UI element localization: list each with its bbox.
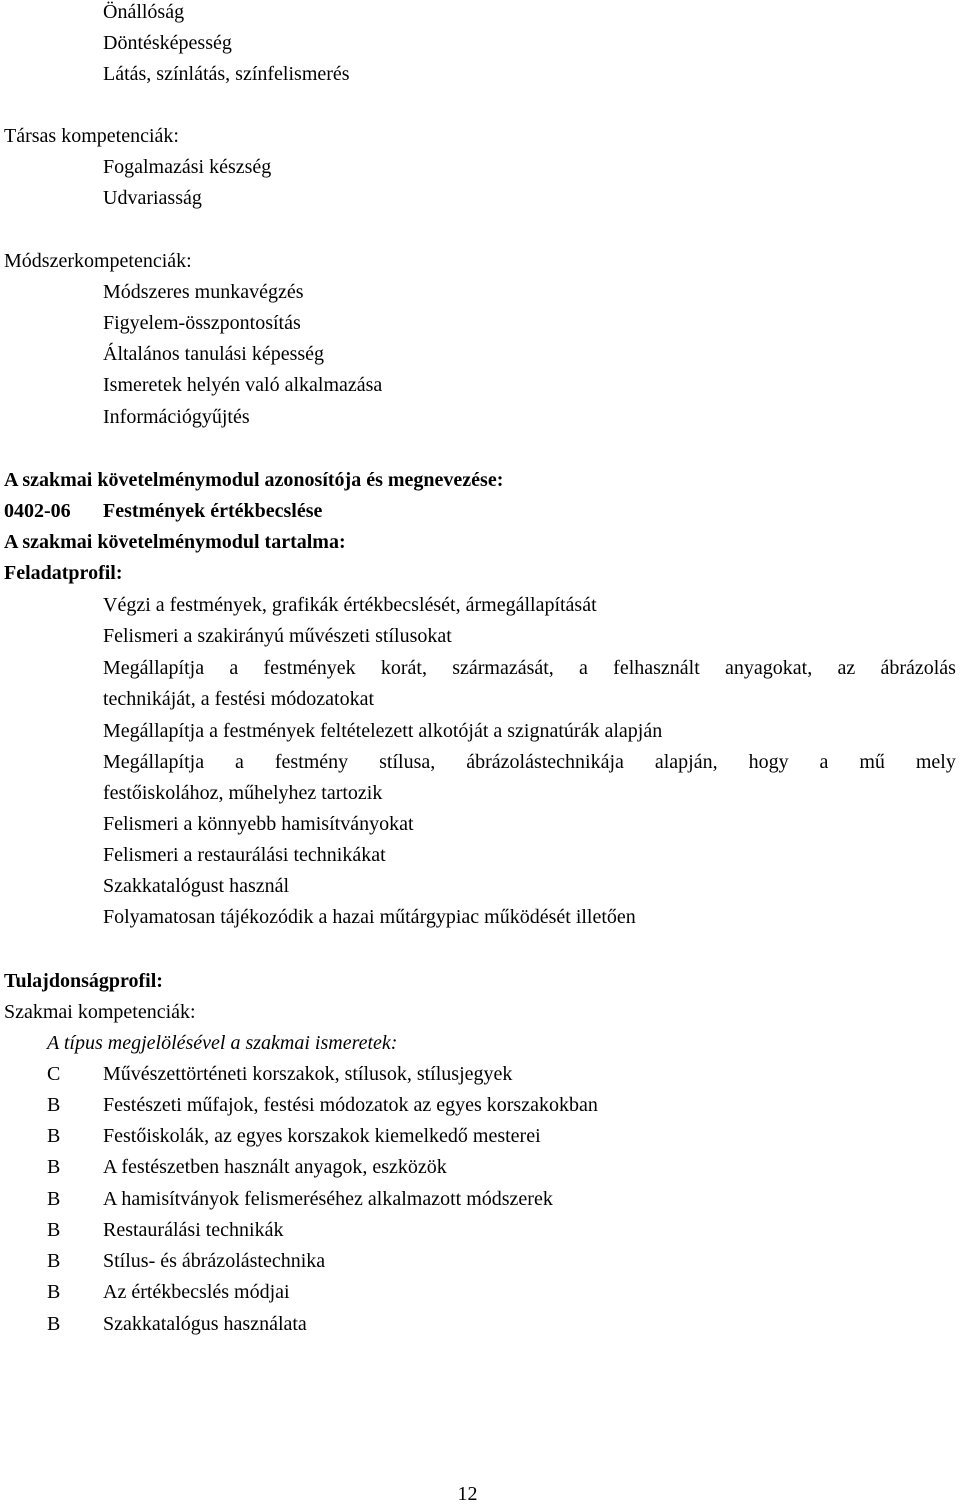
social-competences-heading: Társas kompetenciák:: [4, 125, 179, 147]
list-item: Udvariasság: [103, 187, 202, 209]
word: korát,: [380, 657, 427, 679]
word: mű: [859, 751, 885, 773]
task-item: Felismeri a szakirányú művészeti stílusokat: [103, 625, 452, 647]
module-content-heading: A szakmai követelménymodul tartalma:: [4, 531, 346, 553]
word: a: [579, 657, 588, 679]
knowledge-item: Szakkatalógus használata: [103, 1313, 307, 1335]
task-item: Szakkatalógust használ: [103, 875, 290, 897]
list-item: Önállóság: [103, 1, 185, 23]
knowledge-item: Restaurálási technikák: [103, 1219, 284, 1241]
word: Megállapítja: [103, 657, 205, 679]
grade-label: C: [47, 1063, 61, 1085]
word: a: [235, 751, 244, 773]
task-item: Folyamatosan tájékozódik a hazai műtárgypiac működését illetően: [103, 906, 636, 928]
word: ábrázolástechnikája: [466, 751, 624, 773]
knowledge-item: Stílus- és ábrázolástechnika: [103, 1250, 326, 1272]
grade-label: B: [47, 1250, 61, 1272]
task-profile-heading: Feladatprofil:: [4, 562, 123, 584]
grade-label: B: [47, 1125, 61, 1147]
task-item: Megállapítja a festmények feltételezett alkotóját a szignatúrák alapján: [103, 720, 663, 742]
page-number: 12: [457, 1483, 478, 1505]
word: mely: [915, 751, 956, 773]
word: alapján,: [654, 751, 718, 773]
list-item: Döntésképesség: [103, 32, 232, 54]
word: anyagokat,: [725, 657, 813, 679]
grade-label: B: [47, 1313, 61, 1335]
word: festmények: [263, 657, 356, 679]
grade-label: B: [47, 1219, 61, 1241]
list-item: Módszeres munkavégzés: [103, 281, 304, 303]
knowledge-item: A hamisítványok felismeréséhez alkalmazott módszerek: [103, 1188, 553, 1210]
task-item-continuation: festőiskolához, műhelyhez tartozik: [103, 782, 383, 804]
module-code: 0402-06: [4, 500, 71, 522]
word: származását,: [452, 657, 554, 679]
word: festmény: [274, 751, 349, 773]
list-item: Ismeretek helyén való alkalmazása: [103, 374, 383, 396]
knowledge-item: Festészeti műfajok, festési módozatok az egyes korszakokban: [103, 1094, 598, 1116]
grade-label: B: [47, 1281, 61, 1303]
grade-label: B: [47, 1094, 61, 1116]
word: a: [229, 657, 239, 679]
word: Megállapítja: [103, 751, 205, 773]
task-item: Felismeri a restaurálási technikákat: [103, 844, 386, 866]
module-id-heading: A szakmai követelménymodul azonosítója és megnevezése:: [4, 469, 504, 491]
knowledge-item: Az értékbecslés módjai: [103, 1281, 290, 1303]
list-item: Fogalmazási készség: [103, 156, 272, 178]
word: az: [837, 657, 856, 679]
list-item: Figyelem-összpontosítás: [103, 312, 301, 334]
word: ábrázolás: [880, 657, 956, 679]
property-profile-heading: Tulajdonságprofil:: [4, 970, 163, 992]
word: felhasznált: [613, 657, 700, 679]
professional-competences-heading: Szakmai kompetenciák:: [4, 1001, 196, 1023]
knowledge-item: A festészetben használt anyagok, eszközök: [103, 1156, 447, 1178]
knowledge-item: Festőiskolák, az egyes korszakok kiemelkedő mesterei: [103, 1125, 541, 1147]
list-item: Látás, színlátás, színfelismerés: [103, 63, 350, 85]
task-item-continuation: technikáját, a festési módozatokat: [103, 688, 375, 710]
list-item: Információgyűjtés: [103, 406, 250, 428]
type-heading: A típus megjelölésével a szakmai ismeretek:: [47, 1032, 398, 1054]
list-item: Általános tanulási képesség: [103, 343, 325, 365]
task-item-justified: [103, 747, 956, 778]
word: hogy: [748, 751, 789, 773]
method-competences-heading: Módszerkompetenciák:: [4, 250, 192, 272]
task-item: Végzi a festmények, grafikák értékbecslését, ármegállapítását: [103, 594, 597, 616]
task-item-justified: [103, 653, 956, 684]
module-name: Festmények értékbecslése: [103, 500, 323, 522]
word: a: [819, 751, 829, 773]
knowledge-item: Művészettörténeti korszakok, stílusok, stílusjegyek: [103, 1063, 513, 1085]
grade-label: B: [47, 1156, 61, 1178]
grade-label: B: [47, 1188, 61, 1210]
word: stílusa,: [379, 751, 436, 773]
task-item: Felismeri a könnyebb hamisítványokat: [103, 813, 414, 835]
